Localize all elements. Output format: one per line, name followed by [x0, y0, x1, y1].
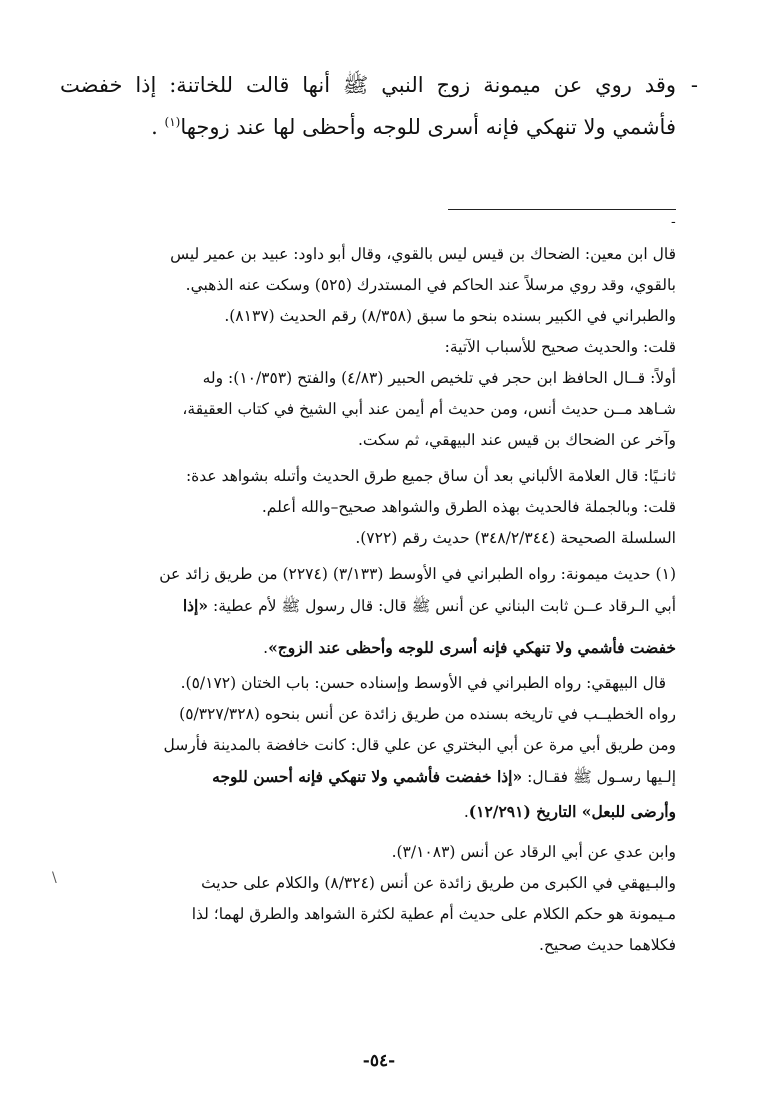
footnote-line [82, 868, 676, 899]
hadith-text: خفضت فأشمي ولا تنهكي فإنه أسرى للوجه وأحظى عند الزوج» [268, 638, 676, 657]
footnote-line [82, 899, 676, 930]
footnote-text: (١) حديث ميمونة: رواه الطبراني في الأوسط (٣/١٣٣) (٢٢٧٤) من طريق زائد عن [159, 565, 676, 583]
footnote-line [82, 699, 676, 730]
footnote-text: مـيمونة هو حكم الكلام على حديث أم عطية لكثرة الشواهد والطرق لهما؛ لذا [191, 905, 676, 923]
footnote-line [82, 730, 676, 761]
footnote-line [82, 239, 676, 270]
footnote-line [82, 796, 676, 828]
footnote-text: وآخر عن الضحاك بن قيس عند البيهقي، ثم سكت. [358, 431, 676, 449]
stray-mark: \ [52, 870, 57, 886]
separator-dash: - [671, 214, 676, 230]
footnote-text: أبي الـرقاد عــن ثابت البناني عن أنس ﷺ قال: قال رسول ﷺ لأم عطية: [208, 597, 676, 615]
hadith-text: وأرضى للبعل» التاريخ (١٢/٢٩١) [468, 802, 676, 821]
footnote-text: والبـيهقي في الكبرى من طريق زائدة عن أنس (٨/٣٢٤) والكلام على حديث [201, 874, 676, 892]
footnote-text: فكلاهما حديث صحيح. [539, 936, 676, 954]
footnote-text: ثانـيًا: قال العلامة الألباني بعد أن ساق جميع طرق الحديث وأتىله بشواهد عدة: [185, 467, 676, 485]
footnote-line [82, 523, 676, 554]
footnote-line [82, 301, 676, 332]
footnote-line [82, 425, 676, 456]
footnote-text: رواه الخطيــب في تاريخه بسنده من طريق زائدة عن أنس بنحوه (٥/٣٢٧/٣٢٨) [179, 705, 676, 723]
footnote-text: . [263, 639, 269, 657]
footnote-text: قال البيهقي: رواه الطبراني في الأوسط وإسناده حسن: باب الختان (٥/١٧٢). [180, 674, 666, 692]
footnote-separator [448, 209, 676, 210]
footnote-line [82, 761, 676, 793]
footnote-line [82, 837, 676, 868]
footnote-line [82, 930, 676, 961]
footnote-text: إلـيها رسـول ﷺ فقـال: [522, 768, 676, 786]
footnote-text: أولاً: قــال الحافظ ابن حجر في تلخيص الحبير (٤/٨٣) والفتح (١٠/٣٥٣): وله [202, 369, 676, 387]
footnote-text: . [463, 803, 469, 821]
footnote-text: قلت: والحديث صحيح للأسباب الآتية: [444, 338, 676, 356]
footnote-text: شـاهد مــن حديث أنس، ومن حديث أم أيمن عند أبي الشيخ في كتاب العقيقة، [182, 400, 676, 418]
footnote-line [82, 394, 676, 425]
footnote-text: ومن طريق أبي مرة عن أبي البختري عن علي قال: كانت خافضة بالمدينة فأرسل [163, 736, 676, 754]
list-dash: - [690, 73, 698, 97]
footnote-line [82, 668, 666, 699]
footnote-line [82, 270, 676, 301]
footnote-line [82, 492, 676, 523]
main-text: وقد روي عن ميمونة زوج النبي ﷺ أنها قالت للخاتنة: إذا خفضت فأشمي ولا تنهكي فإنه أسرى للوجه وأحظى لها عند زوجها [60, 73, 676, 139]
main-text-end: . [151, 115, 165, 139]
footnote-line [82, 559, 676, 590]
page-number: -٥٤- [362, 1051, 396, 1071]
footnote-line [82, 332, 676, 363]
footnote-line [82, 632, 676, 664]
hadith-text: «إذا خفضت فأشمي ولا تنهكي فإنه أحسن للوجه [212, 767, 523, 786]
footnote-text: قال ابن معين: الضحاك بن قيس ليس بالقوي، وقال أبو داود: عبيد بن عمير ليس [170, 245, 676, 263]
hadith-text: «إذا [182, 596, 209, 615]
footnote-text: قلت: وبالجملة فالحديث بهذه الطرق والشواهد صحيح–والله أعلم. [261, 498, 676, 516]
footnote-text: بالقوي، وقد روي مرسلاً عند الحاكم في المستدرك (٥٢٥) وسكت عنه الذهبي. [185, 276, 676, 294]
footnote-ref: (١) [164, 115, 181, 129]
main-paragraph [60, 64, 698, 148]
footnote-line [82, 461, 676, 492]
footnote-line [82, 363, 676, 394]
footnote-text: وابن عدي عن أبي الرقاد عن أنس (٣/١٠٨٣). [391, 843, 676, 861]
footnote-text: والطبراني في الكبير بسنده بنحو ما سبق (٨/٣٥٨) رقم الحديث (٨١٣٧). [224, 307, 676, 325]
footnote-text: السلسلة الصحيحة (٣٤٨/٢/٣٤٤) حديث رقم (٧٢٢). [355, 529, 676, 547]
footnote-line [82, 590, 676, 622]
